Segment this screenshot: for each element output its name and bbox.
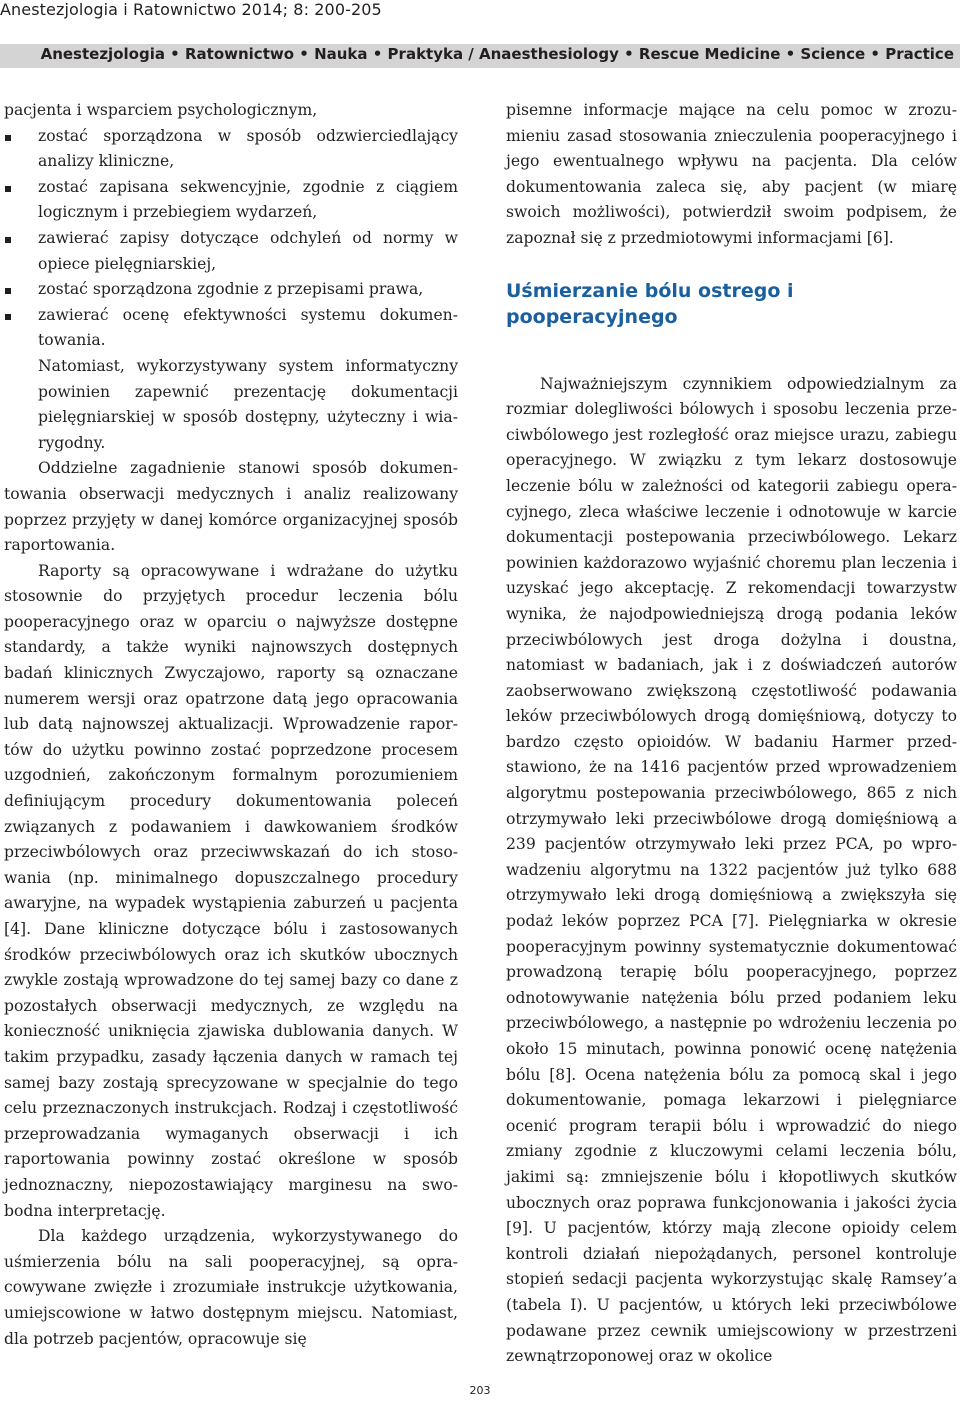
running-head: Anestezjologia i Ratownictwo 2014; 8: 200-205 xyxy=(0,0,382,19)
section-heading: Uśmierzanie bólu ostrego i pooperacyjnego xyxy=(506,279,794,328)
left-opening-line: pacjenta i wsparciem psychologicznym, xyxy=(4,101,318,119)
paragraph: pisemne informacje mające na celu pomoc w zrozumieniu zasad stosowania znieczulenia pooperacyjnego i jego ewentualnego wpływu na pacjenta. Dla celów dokumentowania zaleca się, aby pacjent (w miarę swoich możliwości), potwierdził swoim podpisem, że zapoznał się z przedmiotowymi informacjami [6]. xyxy=(506,101,957,247)
list-item: zawierać ocenę efektywności systemu dokumentowania. xyxy=(4,303,458,354)
journal-band xyxy=(0,44,960,68)
list-continuation: Natomiast, wykorzystywany system informatyczny powinien zapewnić prezentację dokumentacji pielęgniarskiej w sposób dostępny, użyteczny i wiarygodny. xyxy=(38,356,458,452)
paragraph: Oddzielne zagadnienie stanowi sposób dokumentowania obserwacji medycznych i analiz realizowany poprzez przyjęty w danej komórce organizacyjnej sposób raportowania. xyxy=(4,459,458,555)
left-column xyxy=(4,98,458,1352)
right-column xyxy=(506,98,957,1370)
page-number: 203 xyxy=(469,1384,491,1397)
list-item: zostać sporządzona w sposób odzwierciedlający analizy kliniczne, xyxy=(4,124,458,175)
list-item: zostać zapisana sekwencyjnie, zgodnie z ciągiem logicznym i przebiegiem wydarzeń, xyxy=(4,175,458,226)
paragraph: Najważniejszym czynnikiem odpowiedzialnym za rozmiar dolegliwości bólowych i sposobu leczenia przeciwbólowego jest rozległość oraz miejsce urazu, zabiegu operacyjnego. W związku z tym lekarz dostosowuje leczenie bólu w zależności od kategorii zabiegu operacyjnego, zleca właściwe leczenie i odnotowuje w karcie dokumentacji postepowania przeciwbólowego. Lekarz powinien każdorazowo wyjaśnić choremu plan leczenia i uzyskać jego akceptację. Z rekomendacji towarzystw wynika, że najodpowiedniejszą drogą podania leków przeciwbólowych jest droga dożylna i doustna, natomiast w badaniach, jak i z doświadczeń autorów zaobserwowano zwiększoną częstotliwość podawania leków przeciwbólowych drogą domięśniową, dotyczy to bardzo często opioidów. W badaniu Harmer przedstawiono, że na 1416 pacjentów przed wprowadzeniem algorytmu postepowania przeciwbólowego, 865 z nich otrzymywało leki przeciwbólowe drogą domięśniową a 239 pacjentów otrzymywało leki przez PCA, po wprowadzeniu algorytmu na 1322 pacjentów już tylko 688 otrzymywało leki drogą domięśniową a zwiększyła się podaż leków poprzez PCA [7]. Pielęgniarka w okresie pooperacyjnym powinny systematycznie dokumentować prowadzoną terapię bólu pooperacyjnego, poprzez odnotowywanie natężenia bólu przed podaniem leku przeciwbólowego, a następnie po wdrożeniu leczenia po około 15 minutach, powinna ponowić ocenę natężenia bólu [8]. Ocena natężenia bólu za pomocą skal i jego dokumentowanie, pomaga lekarzowi i pielęgniarce ocenić program terapii bólu i wprowadzić do niego zmiany zgodnie z kluczowymi celami leczenia bólu, jakimi są: zmniejszenie bólu i kłopotliwych skutków ubocznych oraz poprawa funkcjonowania i jakości życia [9]. U pacjentów, którzy mają zlecone opioidy celem kontroli działań niepożądanych, personel kontroluje stopień sedacji pacjenta wykorzystując skalę Ramsey’a (tabela I). U pacjentów, u których leki przeciwbólowe podawane przez cewnik umiejscowiony w przestrzeni zewnątrzoponowej oraz w okolice xyxy=(506,374,957,1366)
list-item: zawierać zapisy dotyczące odchyleń od normy w opiece pielęgniarskiej, xyxy=(4,226,458,277)
list-item: zostać sporządzona zgodnie z przepisami prawa, xyxy=(4,277,458,303)
paragraph: Dla każdego urządzenia, wykorzystywanego do uśmierzenia bólu na sali pooperacyjnej, są opracowywane zwięzłe i zrozumiałe instrukcje użytkowania, umiejscowione w łatwo dostępnym miejscu. Natomiast, dla potrzeb pacjentów, opracowuje się xyxy=(4,1227,458,1348)
requirements-list xyxy=(4,124,458,354)
paragraph: Raporty są opracowywane i wdrażane do użytku stosownie do przyjętych procedur leczenia bólu pooperacyjnego oraz w oparciu o najwyższe dostępne standardy, a także wyniki najnowszych dostępnych badań klinicznych Zwyczajowo, raporty są oznaczane numerem wersji oraz opatrzone datą jego opracowania lub datą najnowszej aktualizacji. Wprowadzenie raportów do użytku powinno zostać poprzedzone procesem uzgodnień, zakończonym formalnym porozumieniem definiującym procedury dokumentowania poleceń związanych z podawaniem i dawkowaniem środków przeciwbólowych oraz przeciwwskazań do ich stosowania (np. minimalnego dopuszczalnego procedury awaryjne, na wypadek wystąpienia zaburzeń u pacjenta [4]. Dane kliniczne dotyczące bólu i zastosowanych środków przeciwbólowych oraz ich skutków ubocznych zwykle zostają wprowadzone do tej samej bazy co dane z pozostałych obserwacji medycznych, ze względu na konieczność uniknięcia zjawiska dublowania danych. W takim przypadku, zasady łączenia danych w ramach tej samej bazy zostają sprecyzowane w specjalnie do tego celu przeznaczonych instrukcjach. Rodzaj i częstotliwość przeprowadzania wymaganych obserwacji i ich raportowania powinny zostać określone w sposób jednoznaczny, niepozostawiający marginesu na swobodna interpretację. xyxy=(4,561,458,1220)
journal-band-text: Anestezjologia • Ratownictwo • Nauka • Praktyka / Anaesthesiology • Rescue Medicine • Science • Practice xyxy=(40,45,954,63)
